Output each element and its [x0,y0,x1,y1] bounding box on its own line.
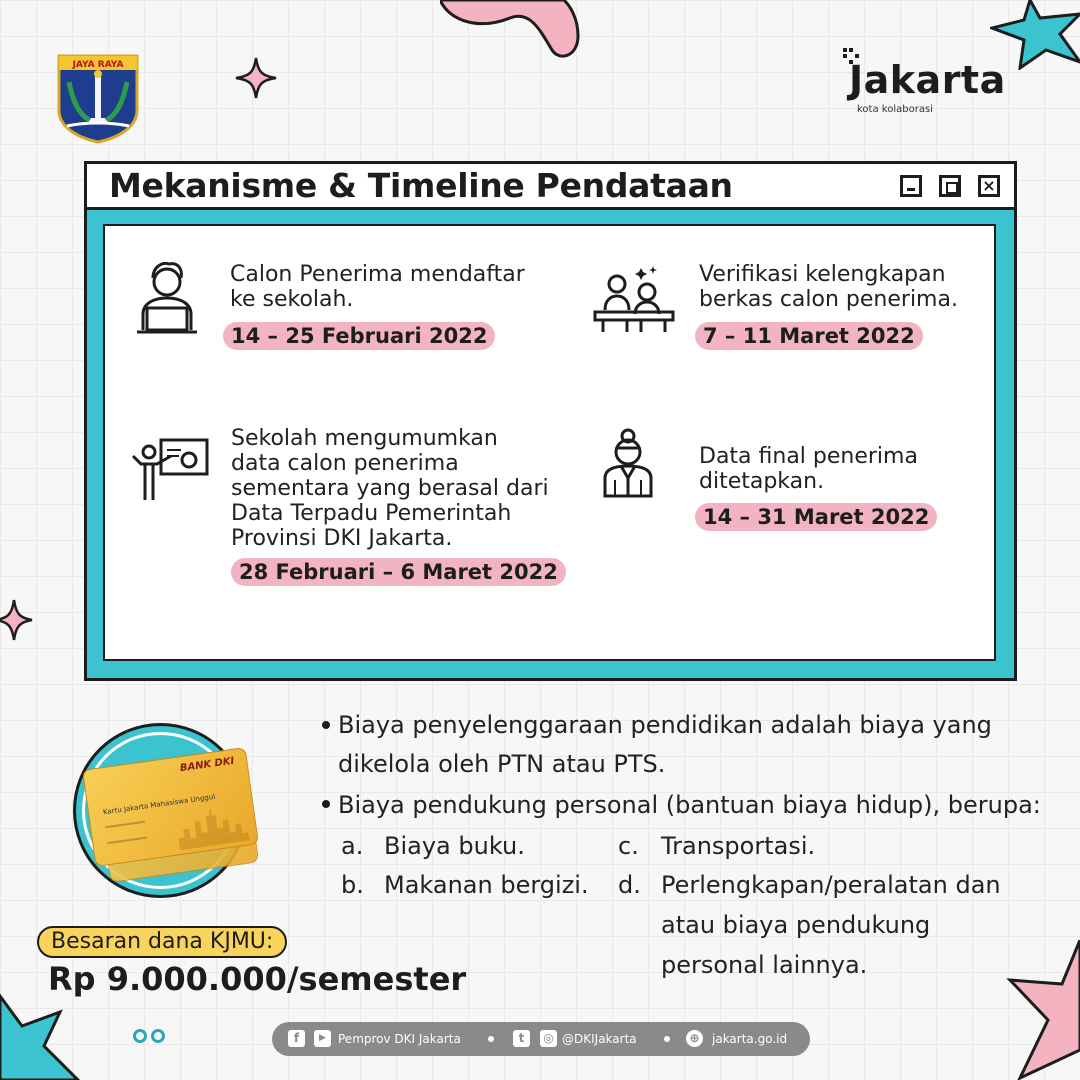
card-title: Kartu Jakarta Mahasiswa Unggul [102,792,216,817]
facebook-icon[interactable]: f [288,1030,305,1047]
bank-dki-label: BANK DKI [179,755,236,775]
globe-icon[interactable]: ⊕ [686,1030,703,1047]
footer-separator [664,1036,670,1042]
twitter-instagram-handle[interactable]: @DKIJakarta [562,1032,637,1046]
sub-item-c-text: Transportasi. [661,832,816,860]
sub-item-c-letter: c. [618,832,639,860]
sparkle-icon [234,56,278,100]
window-title: Mekanisme & Timeline Pendataan [109,166,733,205]
youtube-icon[interactable]: ▶ [314,1030,331,1047]
bullet-dot [322,721,330,729]
sub-item-a-letter: a. [341,832,364,860]
teal-star-decoration [0,990,80,1080]
footer-separator [488,1036,494,1042]
page-dot[interactable] [133,1029,147,1043]
bullet-dot [322,800,330,808]
step-1-date: 14 – 25 Februari 2022 [223,322,495,350]
bullet-1-line-2: dikelola oleh PTN atau PTS. [338,750,666,778]
card-details [105,821,147,844]
city-skyline-icon [175,805,249,850]
jakarta-brand-logo [843,48,1013,118]
step-4-text: Data final penerima ditetapkan. [699,444,918,494]
official-person-icon [601,428,655,498]
presentation-icon [131,438,209,502]
step-3-text: Sekolah mengumumkan data calon penerima sementara yang berasal dari Data Terpadu Pemerintah Provinsi DKI Jakarta. [231,426,549,551]
step-1-text: Calon Penerima mendaftar ke sekolah. [230,262,525,312]
step-4-date: 14 – 31 Maret 2022 [695,503,937,531]
pink-blob-decoration [440,0,580,62]
bullet-2-line-1: Biaya pendukung personal (bantuan biaya hidup), berupa: [338,791,1041,819]
brand-name: Jakarta [849,58,1006,102]
sparkle-icon [0,598,34,642]
timeline-window [84,161,1017,681]
twitter-icon[interactable]: t [513,1030,530,1047]
pink-star-decoration [990,940,1080,1080]
brand-tagline: kota kolaborasi [857,104,933,115]
desk-verification-icon [593,266,675,334]
step-3-date: 28 Februari – 6 Maret 2022 [231,558,566,586]
page-dot[interactable] [151,1029,165,1043]
instagram-icon[interactable]: ◎ [540,1030,557,1047]
footer-social-bar [272,1022,810,1056]
close-button[interactable]: × [978,175,1000,197]
kjmu-amount-label: Besaran dana KJMU: [37,926,287,958]
kjmu-amount-value: Rp 9.000.000/semester [48,960,467,998]
sub-item-d-letter: d. [618,871,641,899]
step-2-date: 7 – 11 Maret 2022 [695,322,923,350]
sub-item-a-text: Biaya buku. [384,832,525,860]
sub-item-b-text: Makanan bergizi. [384,871,589,899]
sub-item-d-text: Perlengkapan/peralatan dan atau biaya pendukung personal lainnya. [661,871,1001,979]
timeline-panel [103,224,996,661]
student-laptop-icon [135,260,199,336]
bullet-1-line-1: Biaya penyelenggaraan pendidikan adalah biaya yang [338,711,992,739]
facebook-youtube-handle[interactable]: Pemprov DKI Jakarta [338,1032,461,1046]
website-link[interactable]: jakarta.go.id [712,1032,788,1046]
jakarta-crest-logo [55,52,141,144]
sub-item-b-letter: b. [341,871,364,899]
crest-text: JAYA RAYA [72,60,124,70]
window-titlebar [87,164,1014,210]
maximize-button[interactable] [939,175,961,197]
page-indicator [133,1029,169,1045]
step-2-text: Verifikasi kelengkapan berkas calon penerima. [699,262,958,312]
minimize-button[interactable] [900,175,922,197]
